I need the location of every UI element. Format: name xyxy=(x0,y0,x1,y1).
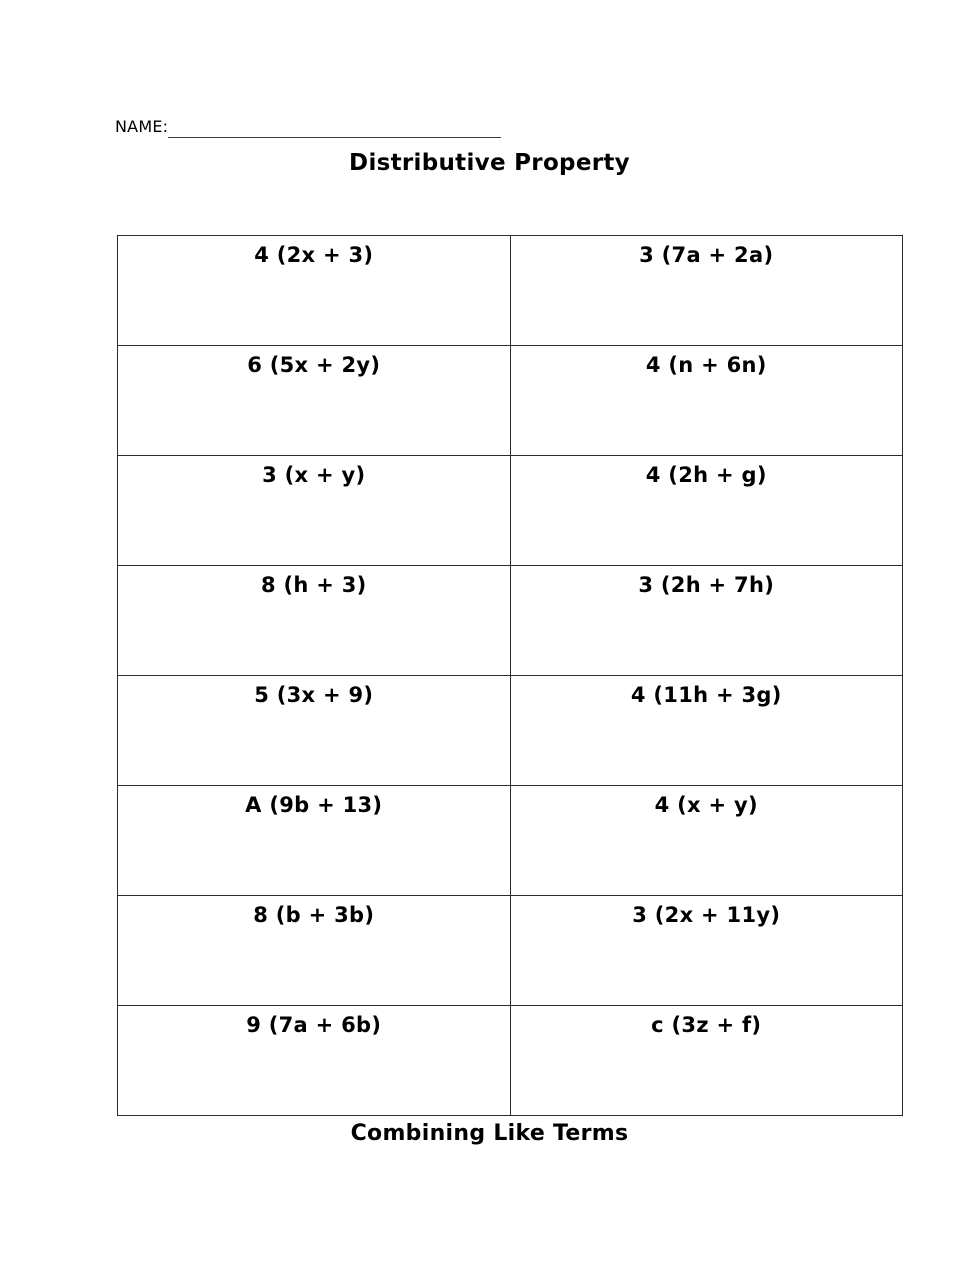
problem-cell[interactable]: 5 (3x + 9) xyxy=(118,676,511,786)
table-row xyxy=(118,236,903,346)
problem-cell[interactable]: 9 (7a + 6b) xyxy=(118,1006,511,1116)
table-row xyxy=(118,346,903,456)
problem-cell[interactable]: 4 (n + 6n) xyxy=(510,346,903,456)
table-row xyxy=(118,896,903,1006)
problem-cell[interactable]: 4 (2h + g) xyxy=(510,456,903,566)
problems-table xyxy=(117,235,903,1116)
problem-cell[interactable]: 6 (5x + 2y) xyxy=(118,346,511,456)
name-blank-field[interactable] xyxy=(168,117,501,138)
problem-cell[interactable]: 3 (2h + 7h) xyxy=(510,566,903,676)
table-row xyxy=(118,676,903,786)
problem-cell[interactable]: 3 (7a + 2a) xyxy=(510,236,903,346)
problem-cell[interactable]: 3 (x + y) xyxy=(118,456,511,566)
name-row xyxy=(115,116,501,138)
table-row xyxy=(118,456,903,566)
page-title: Distributive Property xyxy=(349,150,630,176)
problem-cell[interactable]: 8 (b + 3b) xyxy=(118,896,511,1006)
problem-cell[interactable]: c (3z + f) xyxy=(510,1006,903,1116)
section-title-combining-like-terms: Combining Like Terms xyxy=(350,1121,629,1146)
problem-cell[interactable]: 3 (2x + 11y) xyxy=(510,896,903,1006)
problem-cell[interactable]: 4 (x + y) xyxy=(510,786,903,896)
problem-cell[interactable]: 4 (11h + 3g) xyxy=(510,676,903,786)
problem-cell[interactable]: 8 (h + 3) xyxy=(118,566,511,676)
name-label: NAME: xyxy=(115,117,169,136)
table-row xyxy=(118,786,903,896)
table-row xyxy=(118,566,903,676)
problem-cell[interactable]: 4 (2x + 3) xyxy=(118,236,511,346)
problem-cell[interactable]: A (9b + 13) xyxy=(118,786,511,896)
table-row xyxy=(118,1006,903,1116)
